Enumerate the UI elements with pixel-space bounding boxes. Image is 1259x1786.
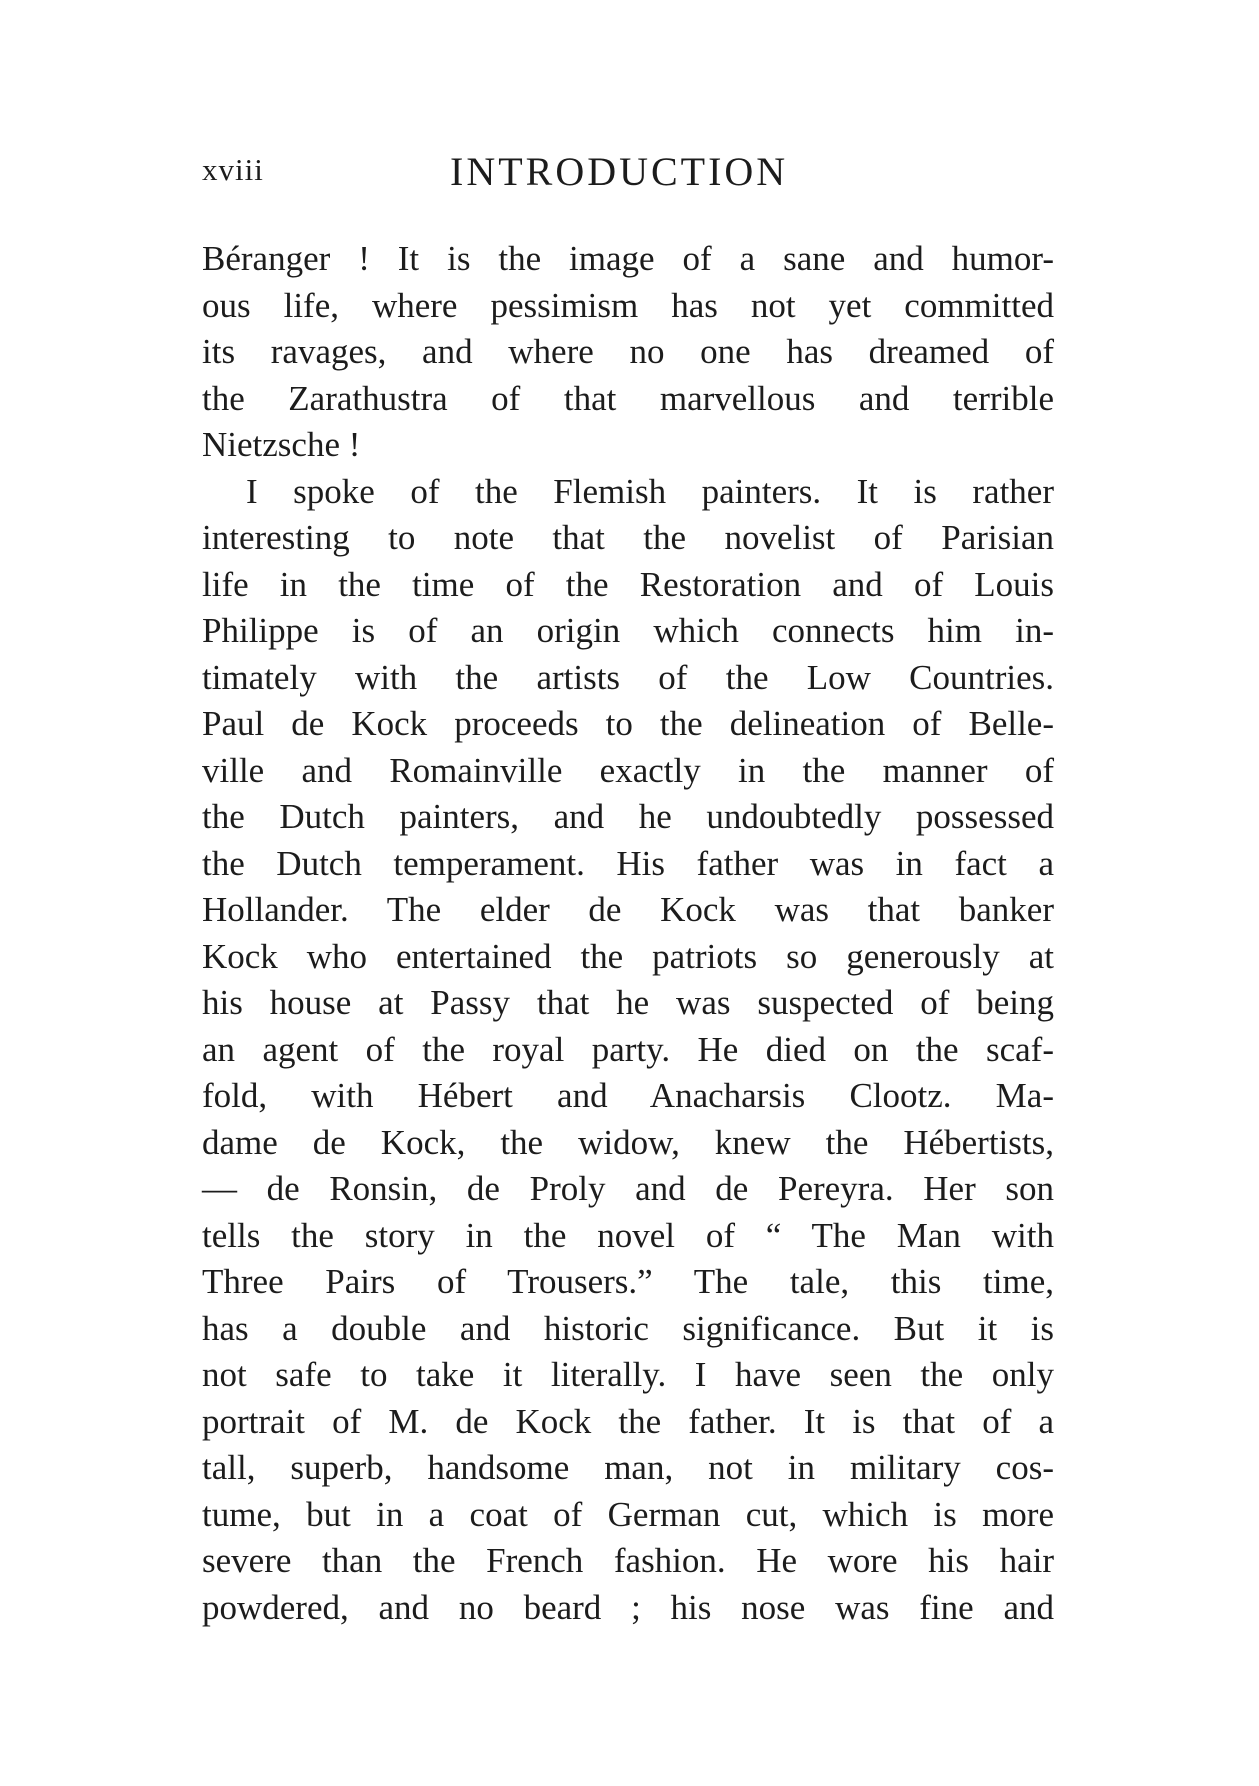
text-line: Philippe is of an origin which connects him in- bbox=[202, 611, 1054, 650]
text-line: I spoke of the Flemish painters. It is rather bbox=[246, 471, 1054, 511]
text-line: ville and Romainville exactly in the manner of bbox=[202, 750, 1054, 790]
text-line: tells the story in the novel of “ The Man with bbox=[202, 1215, 1054, 1255]
page-title: INTRODUCTION bbox=[450, 149, 789, 194]
text-line: tume, but in a coat of German cut, which is more bbox=[202, 1494, 1054, 1534]
text-line: Hollander. The elder de Kock was that banker bbox=[202, 890, 1054, 929]
text-line: the Dutch temperament. His father was in fact a bbox=[202, 843, 1054, 883]
text-line: Paul de Kock proceeds to the delineation of Belle- bbox=[202, 704, 1054, 743]
text-line: not safe to take it literally. I have seen the only bbox=[202, 1355, 1054, 1394]
text-line: interesting to note that the novelist of Parisian bbox=[202, 518, 1054, 557]
text-line: — de Ronsin, de Proly and de Pereyra. Her son bbox=[202, 1169, 1054, 1208]
text-line: has a double and historic significance. But it is bbox=[202, 1308, 1054, 1348]
running-head bbox=[202, 148, 1054, 198]
body-text bbox=[202, 236, 1054, 1631]
text-line: fold, with Hébert and Anacharsis Clootz. Ma- bbox=[202, 1076, 1054, 1115]
text-line: Three Pairs of Trousers.” The tale, this time, bbox=[202, 1262, 1054, 1301]
text-line: tall, superb, handsome man, not in military cos- bbox=[202, 1448, 1054, 1487]
text-line: the Dutch painters, and he undoubtedly possessed bbox=[202, 797, 1054, 836]
text-line: his house at Passy that he was suspected of being bbox=[202, 983, 1054, 1022]
text-line: life in the time of the Restoration and of Louis bbox=[202, 564, 1054, 604]
text-line: Nietzsche ! bbox=[202, 425, 361, 464]
text-line: dame de Kock, the widow, knew the Hébertists, bbox=[202, 1122, 1054, 1162]
text-line: Béranger ! It is the image of a sane and humor- bbox=[202, 239, 1054, 278]
text-line: portrait of M. de Kock the father. It is that of a bbox=[202, 1401, 1054, 1441]
text-line: its ravages, and where no one has dreamed of bbox=[202, 332, 1054, 371]
text-line: ous life, where pessimism has not yet committed bbox=[202, 285, 1054, 325]
text-line: Kock who entertained the patriots so generously at bbox=[202, 936, 1054, 976]
text-line: powdered, and no beard ; his nose was fine and bbox=[202, 1587, 1054, 1627]
page-number: xviii bbox=[202, 152, 264, 187]
text-line: the Zarathustra of that marvellous and terrible bbox=[202, 378, 1054, 418]
text-line: timately with the artists of the Low Countries. bbox=[202, 657, 1054, 697]
text-line: severe than the French fashion. He wore his hair bbox=[202, 1541, 1054, 1580]
text-line: an agent of the royal party. He died on the scaf- bbox=[202, 1029, 1054, 1069]
